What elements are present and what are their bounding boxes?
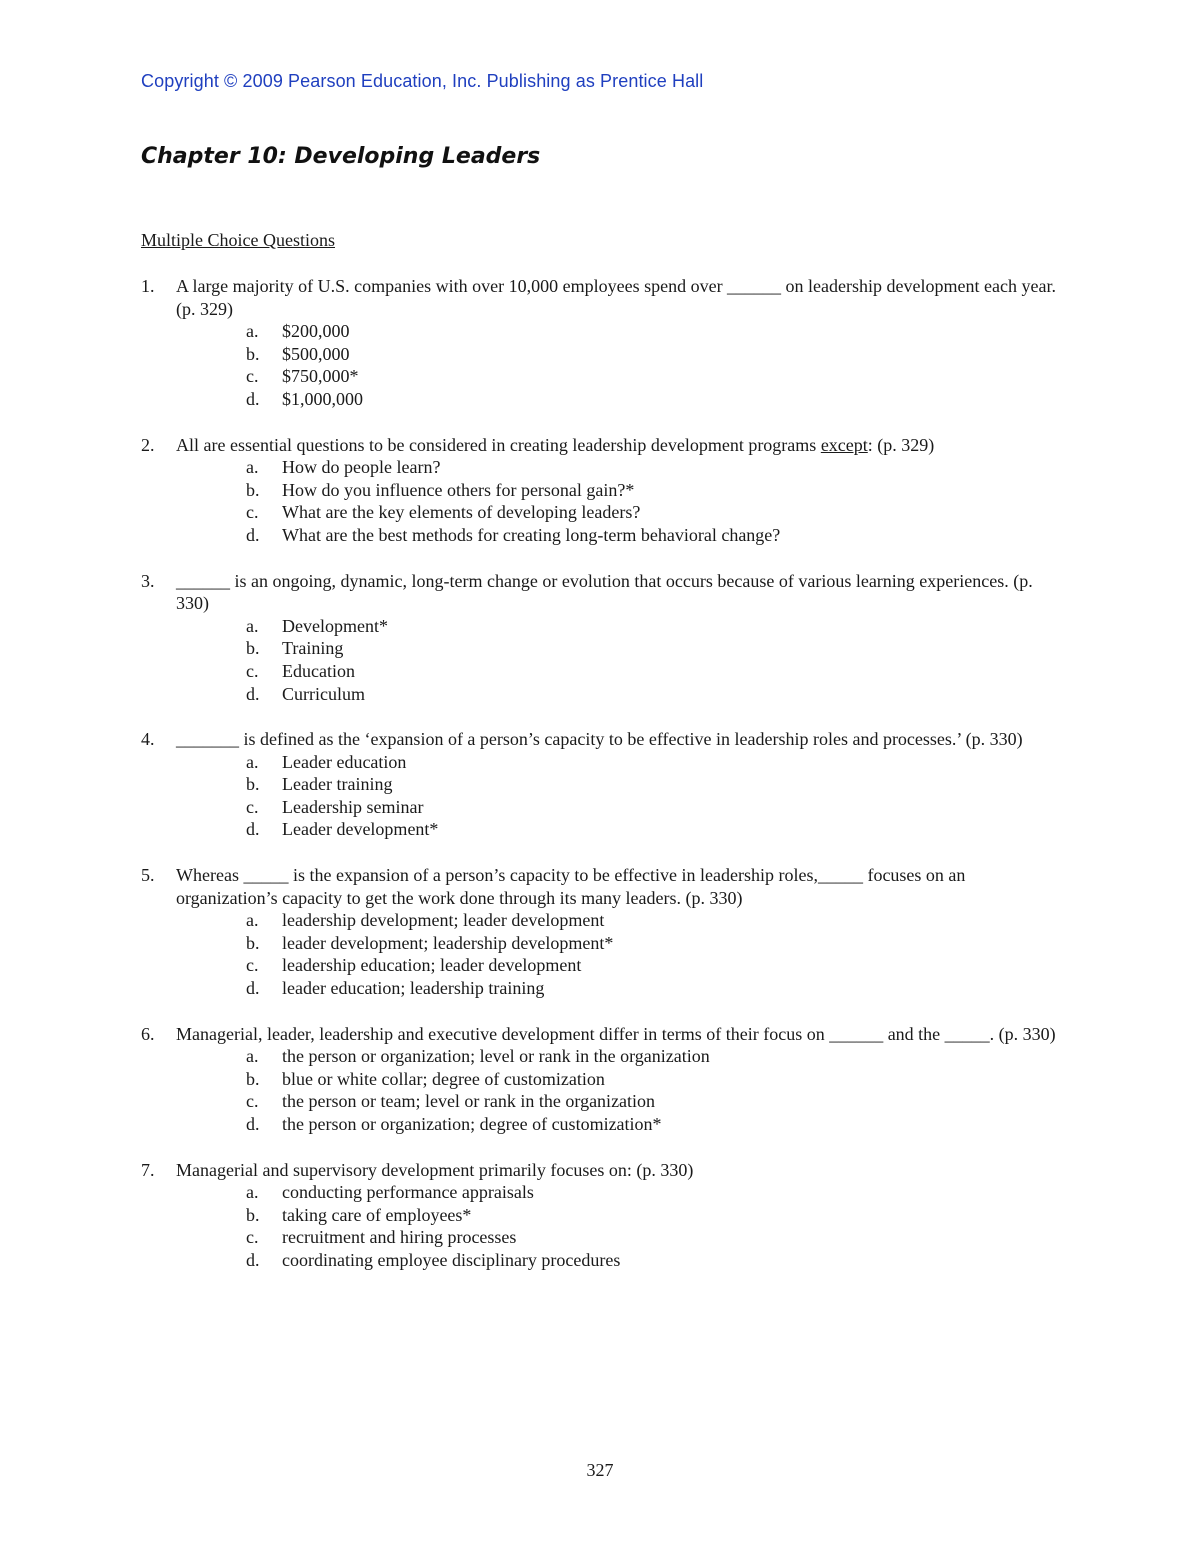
option-text: leader development; leadership development* xyxy=(282,932,614,953)
option-text: the person or organization; degree of customization* xyxy=(282,1114,662,1134)
option-letter: b. xyxy=(246,774,260,795)
question-6 xyxy=(141,1023,1061,1136)
option-letter: d. xyxy=(246,1114,260,1134)
option-letter: a. xyxy=(246,1182,259,1203)
question-number: 2. xyxy=(141,434,155,455)
option-letter: a. xyxy=(246,615,259,636)
option-c xyxy=(141,796,1061,819)
option-d xyxy=(141,388,1061,411)
option-text: Curriculum xyxy=(282,683,365,704)
question-number: 1. xyxy=(141,276,155,296)
option-c xyxy=(141,954,1061,977)
option-text: $500,000 xyxy=(282,343,350,364)
option-a xyxy=(141,1181,1061,1204)
option-text: leadership education; leader development xyxy=(282,955,582,976)
option-d xyxy=(141,818,1061,841)
option-list xyxy=(141,909,1061,999)
question-5 xyxy=(141,864,1061,1000)
option-letter: d. xyxy=(246,819,260,840)
option-text: the person or organization; level or rank in the organization xyxy=(282,1046,710,1067)
question-1 xyxy=(141,275,1061,411)
option-b xyxy=(141,773,1061,796)
option-list xyxy=(141,751,1061,841)
option-c xyxy=(141,1226,1061,1249)
option-text: the person or team; level or rank in the organization xyxy=(282,1091,656,1112)
question-7 xyxy=(141,1159,1061,1272)
option-letter: d. xyxy=(246,683,260,704)
option-letter: c. xyxy=(246,366,259,387)
question-text-emphasis: except xyxy=(820,434,868,455)
option-letter: a. xyxy=(246,751,259,772)
copyright-notice: Copyright © 2009 Pearson Education, Inc. Publishing as Prentice Hall xyxy=(141,71,704,91)
option-text: leader education; leadership training xyxy=(282,978,545,999)
option-letter: b. xyxy=(246,479,260,500)
option-letter: b. xyxy=(246,638,260,659)
question-text-before: All are essential questions to be considered in creating leadership development programs xyxy=(176,434,821,455)
option-list xyxy=(141,1045,1061,1135)
option-d xyxy=(141,977,1061,1000)
option-list xyxy=(141,615,1061,705)
question-4 xyxy=(141,728,1061,841)
option-text: conducting performance appraisals xyxy=(282,1182,534,1203)
option-text: Leadership seminar xyxy=(282,796,424,817)
option-c xyxy=(141,660,1061,683)
option-letter: c. xyxy=(246,660,259,681)
question-number: 5. xyxy=(141,865,155,886)
question-text: A large majority of U.S. companies with over 10,000 employees spend over ______ on leadership development each year. (p. 329) xyxy=(176,276,1056,319)
option-c xyxy=(141,501,1061,524)
option-b xyxy=(141,932,1061,955)
option-text: blue or white collar; degree of customization xyxy=(282,1068,605,1089)
option-list xyxy=(141,456,1061,546)
question-number: 7. xyxy=(141,1159,155,1180)
question-text xyxy=(176,434,1061,457)
option-text: $200,000 xyxy=(282,321,350,342)
option-d xyxy=(141,1249,1061,1272)
option-a xyxy=(141,909,1061,932)
question-text: _______ is defined as the ‘expansion of a person’s capacity to be effective in leadership roles and processes.’ (p. 330) xyxy=(176,729,1023,750)
question-text-after: : (p. 329) xyxy=(867,434,935,455)
option-text: How do people learn? xyxy=(282,457,441,478)
option-a xyxy=(141,1045,1061,1068)
option-text: Education xyxy=(282,660,355,681)
option-text: taking care of employees* xyxy=(282,1204,472,1225)
option-d xyxy=(141,1113,1061,1136)
option-text: Leader education xyxy=(282,751,407,772)
page-number: 327 xyxy=(586,1460,614,1480)
option-letter: c. xyxy=(246,502,259,523)
option-letter: a. xyxy=(246,457,259,478)
option-b xyxy=(141,637,1061,660)
question-text: Managerial, leader, leadership and executive development differ in terms of their focus on ______ and the _____. (p. 330) xyxy=(176,1023,1056,1044)
option-text: Development* xyxy=(282,615,388,636)
option-text: recruitment and hiring processes xyxy=(282,1227,517,1248)
option-b xyxy=(141,479,1061,502)
option-b xyxy=(141,1068,1061,1091)
question-text: ______ is an ongoing, dynamic, long-term change or evolution that occurs because of various learning experiences. (p. 330) xyxy=(176,570,1033,614)
option-letter: d. xyxy=(246,524,260,545)
option-text: $750,000* xyxy=(282,366,359,387)
option-letter: a. xyxy=(246,1046,259,1067)
option-letter: a. xyxy=(246,910,259,931)
option-a xyxy=(141,751,1061,774)
option-b xyxy=(141,1204,1061,1227)
option-letter: a. xyxy=(246,321,259,342)
option-text: leadership development; leader development xyxy=(282,910,605,931)
question-number: 4. xyxy=(141,729,155,750)
option-letter: c. xyxy=(246,955,259,976)
question-list xyxy=(141,275,1061,1295)
option-d xyxy=(141,683,1061,706)
option-letter: b. xyxy=(246,1204,260,1225)
option-b xyxy=(141,343,1061,366)
question-text: Managerial and supervisory development primarily focuses on: (p. 330) xyxy=(176,1159,694,1180)
option-letter: d. xyxy=(246,388,260,409)
option-letter: b. xyxy=(246,1068,260,1089)
option-letter: b. xyxy=(246,343,260,364)
question-2 xyxy=(141,434,1061,547)
option-a xyxy=(141,615,1061,638)
option-text: Training xyxy=(282,638,344,659)
question-number: 6. xyxy=(141,1023,155,1044)
option-list xyxy=(141,320,1061,410)
option-letter: c. xyxy=(246,1227,259,1248)
option-a xyxy=(141,320,1061,343)
question-number: 3. xyxy=(141,570,155,591)
option-text: Leader training xyxy=(282,774,393,795)
option-list xyxy=(141,1181,1061,1271)
option-text: $1,000,000 xyxy=(282,388,363,409)
option-text: What are the best methods for creating long-term behavioral change? xyxy=(282,524,781,545)
option-a xyxy=(141,456,1061,479)
option-c xyxy=(141,1090,1061,1113)
option-text: Leader development* xyxy=(282,819,439,840)
option-text: What are the key elements of developing leaders? xyxy=(282,502,641,523)
question-text: Whereas _____ is the expansion of a person’s capacity to be effective in leadership roles,_____ focuses on an organization’s capacity to get the work done through its many leaders. (p. 330) xyxy=(176,865,966,908)
question-3 xyxy=(141,570,1061,706)
option-text: How do you influence others for personal gain?* xyxy=(282,479,635,500)
option-letter: d. xyxy=(246,1249,260,1270)
chapter-title: Chapter 10: Developing Leaders xyxy=(141,144,541,169)
option-letter: d. xyxy=(246,978,260,999)
option-text: coordinating employee disciplinary procedures xyxy=(282,1249,621,1270)
option-letter: c. xyxy=(246,1091,259,1112)
option-d xyxy=(141,524,1061,547)
option-letter: c. xyxy=(246,796,259,817)
option-letter: b. xyxy=(246,932,260,953)
option-c xyxy=(141,365,1061,388)
section-heading: Multiple Choice Questions xyxy=(141,230,335,250)
